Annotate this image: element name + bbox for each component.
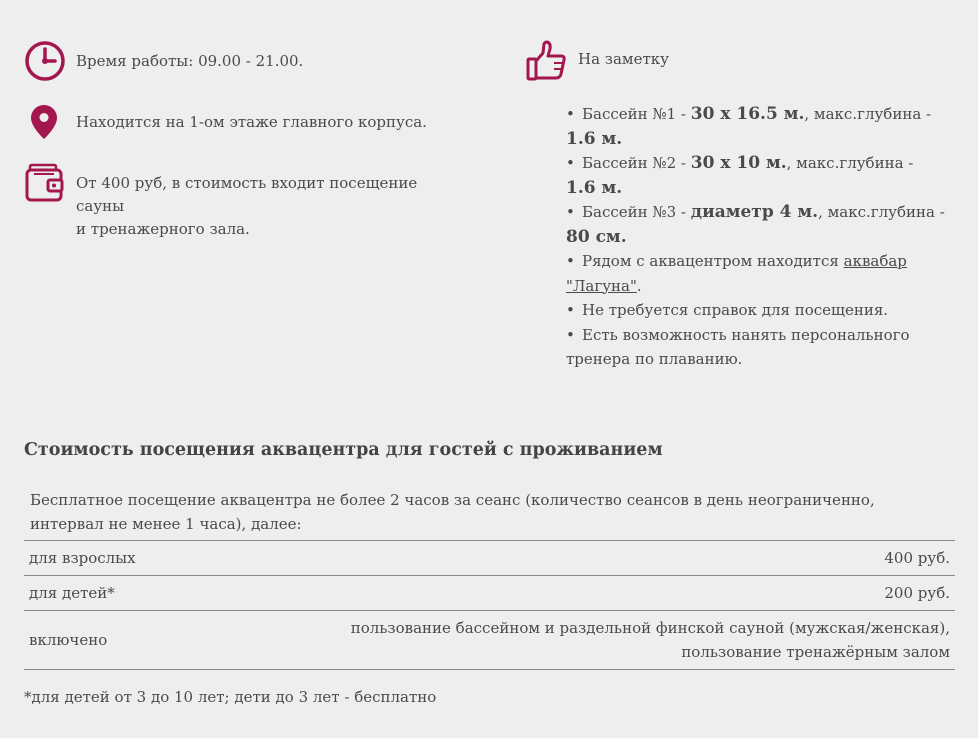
- list-item: • Бассейн №1 - 30 х 16.5 м., макс.глубина - 1.6 м.: [566, 102, 946, 151]
- list-item: • Бассейн №2 - 30 х 10 м., макс.глубина - 1.6 м.: [566, 151, 946, 200]
- list-item: • Не требуется справок для посещения.: [566, 298, 946, 323]
- price-line-2: и тренажерного зала.: [76, 220, 250, 238]
- map-pin-icon: [30, 104, 58, 140]
- row-value: 200 руб.: [884, 584, 950, 602]
- price-text: [76, 172, 456, 241]
- notes-title: На заметку: [578, 50, 669, 68]
- wallet-icon: [24, 162, 64, 204]
- thumbs-up-icon: [526, 40, 568, 82]
- row-label: включено: [29, 631, 108, 649]
- row-label: для детей*: [29, 584, 115, 602]
- pricing-footnote: *для детей от 3 до 10 лет; дети до 3 лет - бесплатно: [24, 688, 437, 706]
- working-hours-text: Время работы: 09.00 - 21.00.: [76, 52, 304, 70]
- price-line-1: От 400 руб, в стоимость входит посещение сауны: [76, 174, 418, 215]
- clock-icon: [24, 40, 66, 82]
- table-row: [24, 576, 955, 611]
- list-item: • Бассейн №3 - диаметр 4 м., макс.глубина - 80 см.: [566, 200, 946, 249]
- list-item: • Рядом с аквацентром находится аквабар "Лагуна".: [566, 249, 946, 298]
- row-value: 400 руб.: [884, 549, 950, 567]
- notes-list: [566, 102, 946, 372]
- table-row: [24, 611, 955, 670]
- location-text: Находится на 1-ом этаже главного корпуса.: [76, 113, 427, 131]
- row-value: пользование бассейном и раздельной финской сауной (мужская/женская), пользование тренажёрным залом: [350, 619, 950, 661]
- aquabar-link[interactable]: аквабар "Лагуна": [566, 252, 907, 295]
- row-label: для взрослых: [29, 549, 136, 567]
- table-row: [24, 541, 955, 576]
- pricing-title: Стоимость посещения аквацентра для гостей с проживанием: [24, 440, 663, 460]
- pricing-intro: Бесплатное посещение аквацентра не более 2 часов за сеанс (количество сеансов в день неограниченно, интервал не менее 1 часа), далее:: [24, 486, 955, 541]
- pricing-table: [24, 486, 955, 670]
- list-item: • Есть возможность нанять персонального тренера по плаванию.: [566, 323, 946, 372]
